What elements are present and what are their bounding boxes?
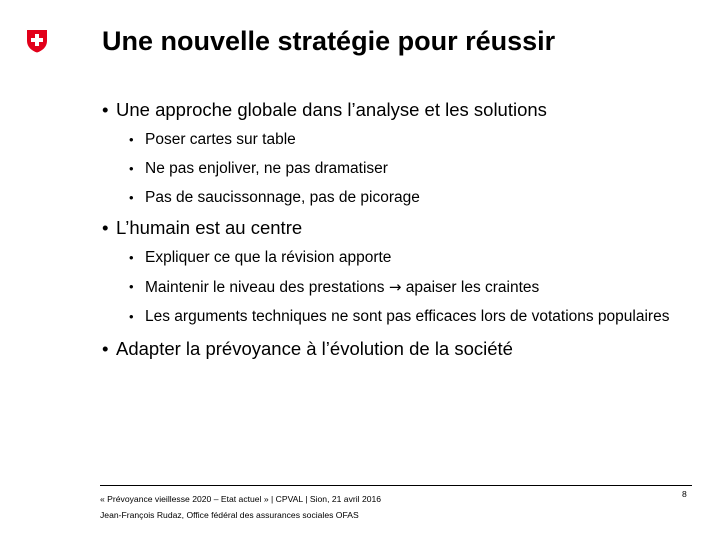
slide-content (100, 98, 700, 367)
footer-line-2: Jean-François Rudaz, Office fédéral des assurances sociales OFAS (100, 510, 359, 520)
sub-bullet-text: Poser cartes sur table (145, 131, 296, 148)
sub-bullet-text-after-arrow: apaiser les craintes (405, 279, 540, 296)
page-number: 8 (682, 489, 687, 499)
arrow-right-icon: → (388, 278, 402, 296)
bullet-2-text: L’humain est au centre (116, 217, 303, 238)
slide-title: Une nouvelle stratégie pour réussir (102, 26, 556, 56)
footer-divider (100, 485, 692, 486)
bullet-2: • L’humain est au centre (102, 217, 303, 238)
sub-bullet-text: Les arguments techniques ne sont pas efficaces lors de votations populaires (145, 308, 670, 325)
bullet-1-text: Une approche globale dans l’analyse et les solutions (116, 99, 547, 120)
sub-bullet-text: Pas de saucissonnage, pas de picorage (145, 189, 420, 206)
sub-bullet-text: Ne pas enjoliver, ne pas dramatiser (145, 160, 388, 177)
bullet-3: • Adapter la prévoyance à l’évolution de la société (102, 338, 513, 359)
footer (100, 491, 381, 523)
footer-line-1: « Prévoyance vieillesse 2020 – Etat actuel » | CPVAL | Sion, 21 avril 2016 (100, 494, 382, 504)
sub-bullet: • Expliquer ce que la révision apporte (129, 249, 392, 266)
sub-bullet-text: Maintenir le niveau des prestations (145, 279, 385, 296)
sub-bullet: • Ne pas enjoliver, ne pas dramatiser (129, 160, 388, 177)
swiss-cross-icon (26, 29, 48, 53)
bullet-1: • Une approche globale dans l’analyse et les solutions (102, 99, 547, 120)
bullet-3-text: Adapter la prévoyance à l’évolution de la société (116, 338, 513, 359)
sub-bullet: • Poser cartes sur table (129, 131, 296, 148)
sub-bullet: • Maintenir le niveau des prestations → apaiser les craintes (129, 278, 540, 296)
sub-bullet-text: Expliquer ce que la révision apporte (145, 249, 392, 266)
sub-bullet: • Pas de saucissonnage, pas de picorage (129, 189, 420, 206)
swiss-crest-logo (26, 29, 48, 53)
sub-bullet: • Les arguments techniques ne sont pas efficaces lors de votations populaires (129, 308, 670, 325)
